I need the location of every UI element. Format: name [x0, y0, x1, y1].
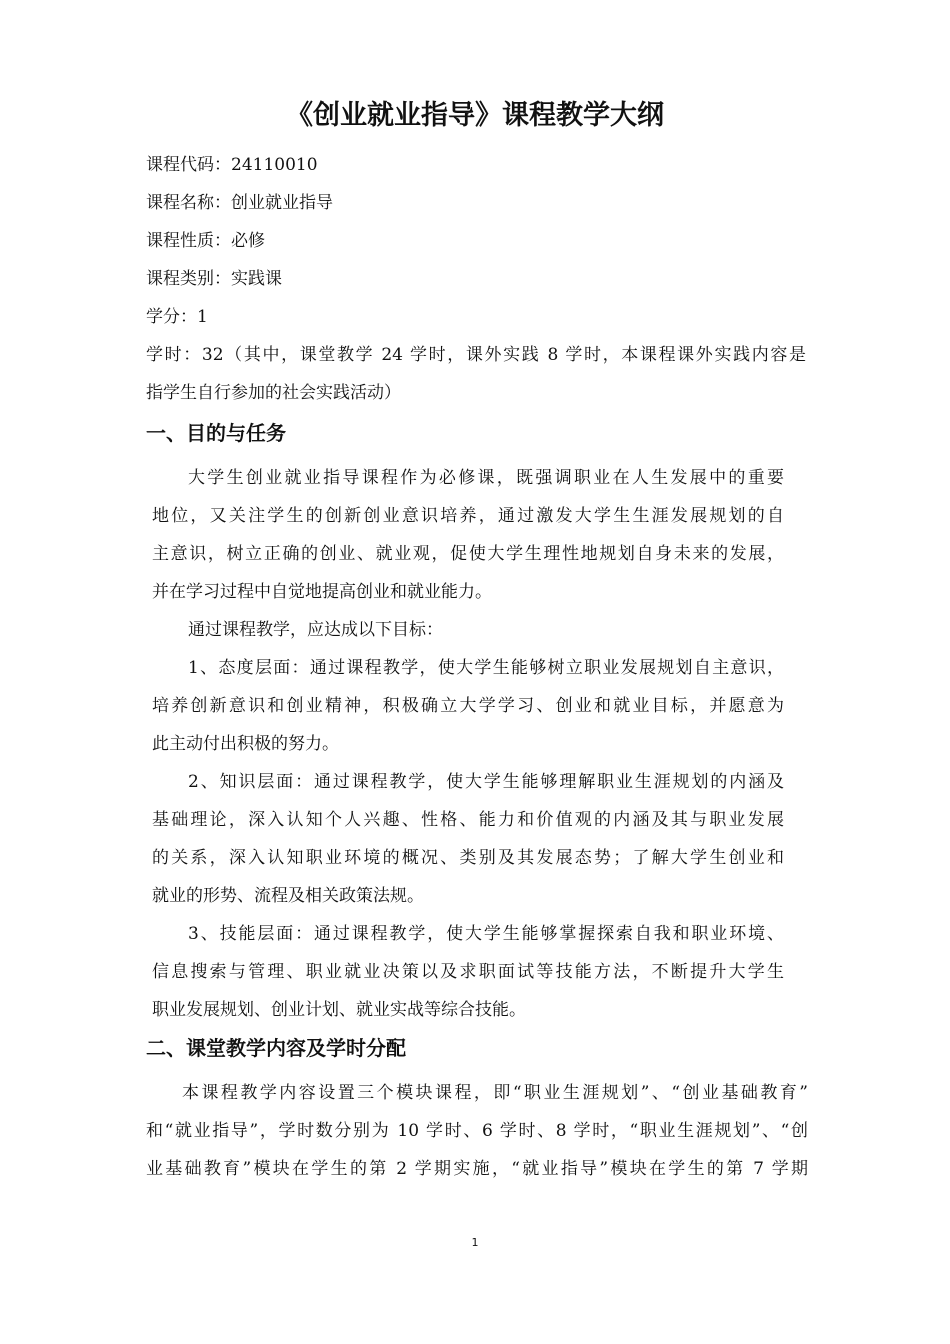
course-code: 课程代码：24110010	[146, 155, 318, 175]
course-credit: 学分：1	[146, 307, 208, 327]
page-number: 1	[471, 1236, 479, 1249]
goal-skills-line: 3、技能层面：通过课程教学，使大学生能够掌握探索自我和职业环境、	[188, 924, 784, 944]
goal-attitude-line: 培养创新意识和创业精神，积极确立大学学习、创业和就业目标，并愿意为	[152, 696, 784, 716]
goal-knowledge-line: 基础理论，深入认知个人兴趣、性格、能力和价值观的内涵及其与职业发展	[152, 810, 784, 830]
content-paragraph-line: 业基础教育”模块在学生的第 2 学期实施，“就业指导”模块在学生的第 7 学期	[146, 1159, 808, 1179]
goal-knowledge-line: 的关系，深入认知职业环境的概况、类别及其发展态势；了解大学生创业和	[152, 848, 784, 868]
document-title: 《创业就业指导》课程教学大纲	[286, 100, 664, 131]
goal-skills-line: 信息搜索与管理、职业就业决策以及求职面试等技能方法，不断提升大学生	[152, 962, 784, 982]
purpose-paragraph-line: 地位，又关注学生的创新创业意识培养，通过激发大学生生涯发展规划的自	[152, 506, 784, 526]
purpose-paragraph-line: 主意识，树立正确的创业、就业观，促使大学生理性地规划自身未来的发展，	[152, 544, 784, 564]
section-heading-purpose: 一、目的与任务	[146, 421, 286, 445]
purpose-paragraph-line: 并在学习过程中自觉地提高创业和就业能力。	[152, 582, 492, 602]
course-name: 课程名称：创业就业指导	[146, 193, 333, 213]
content-paragraph-line: 本课程教学内容设置三个模块课程，即“职业生涯规划”、“创业基础教育”	[182, 1083, 808, 1103]
purpose-paragraph-line: 大学生创业就业指导课程作为必修课，既强调职业在人生发展中的重要	[188, 468, 784, 488]
course-hours-line-2: 指学生自行参加的社会实践活动）	[146, 383, 401, 403]
course-nature: 课程性质：必修	[146, 231, 265, 251]
goal-attitude-line: 1、态度层面：通过课程教学，使大学生能够树立职业发展规划自主意识，	[188, 658, 784, 678]
course-hours-line-1: 学时：32（其中，课堂教学 24 学时，课外实践 8 学时，本课程课外实践内容是	[146, 345, 806, 365]
content-paragraph-line: 和“就业指导”，学时数分别为 10 学时、6 学时、8 学时，“职业生涯规划”、“创	[146, 1121, 808, 1141]
goals-intro: 通过课程教学，应达成以下目标：	[188, 620, 443, 640]
course-category: 课程类别：实践课	[146, 269, 282, 289]
goal-skills-line: 职业发展规划、创业计划、就业实战等综合技能。	[152, 1000, 526, 1020]
goal-knowledge-line: 2、知识层面：通过课程教学，使大学生能够理解职业生涯规划的内涵及	[188, 772, 784, 792]
section-heading-content: 二、课堂教学内容及学时分配	[146, 1036, 406, 1060]
goal-knowledge-line: 就业的形势、流程及相关政策法规。	[152, 886, 424, 906]
goal-attitude-line: 此主动付出积极的努力。	[152, 734, 339, 754]
